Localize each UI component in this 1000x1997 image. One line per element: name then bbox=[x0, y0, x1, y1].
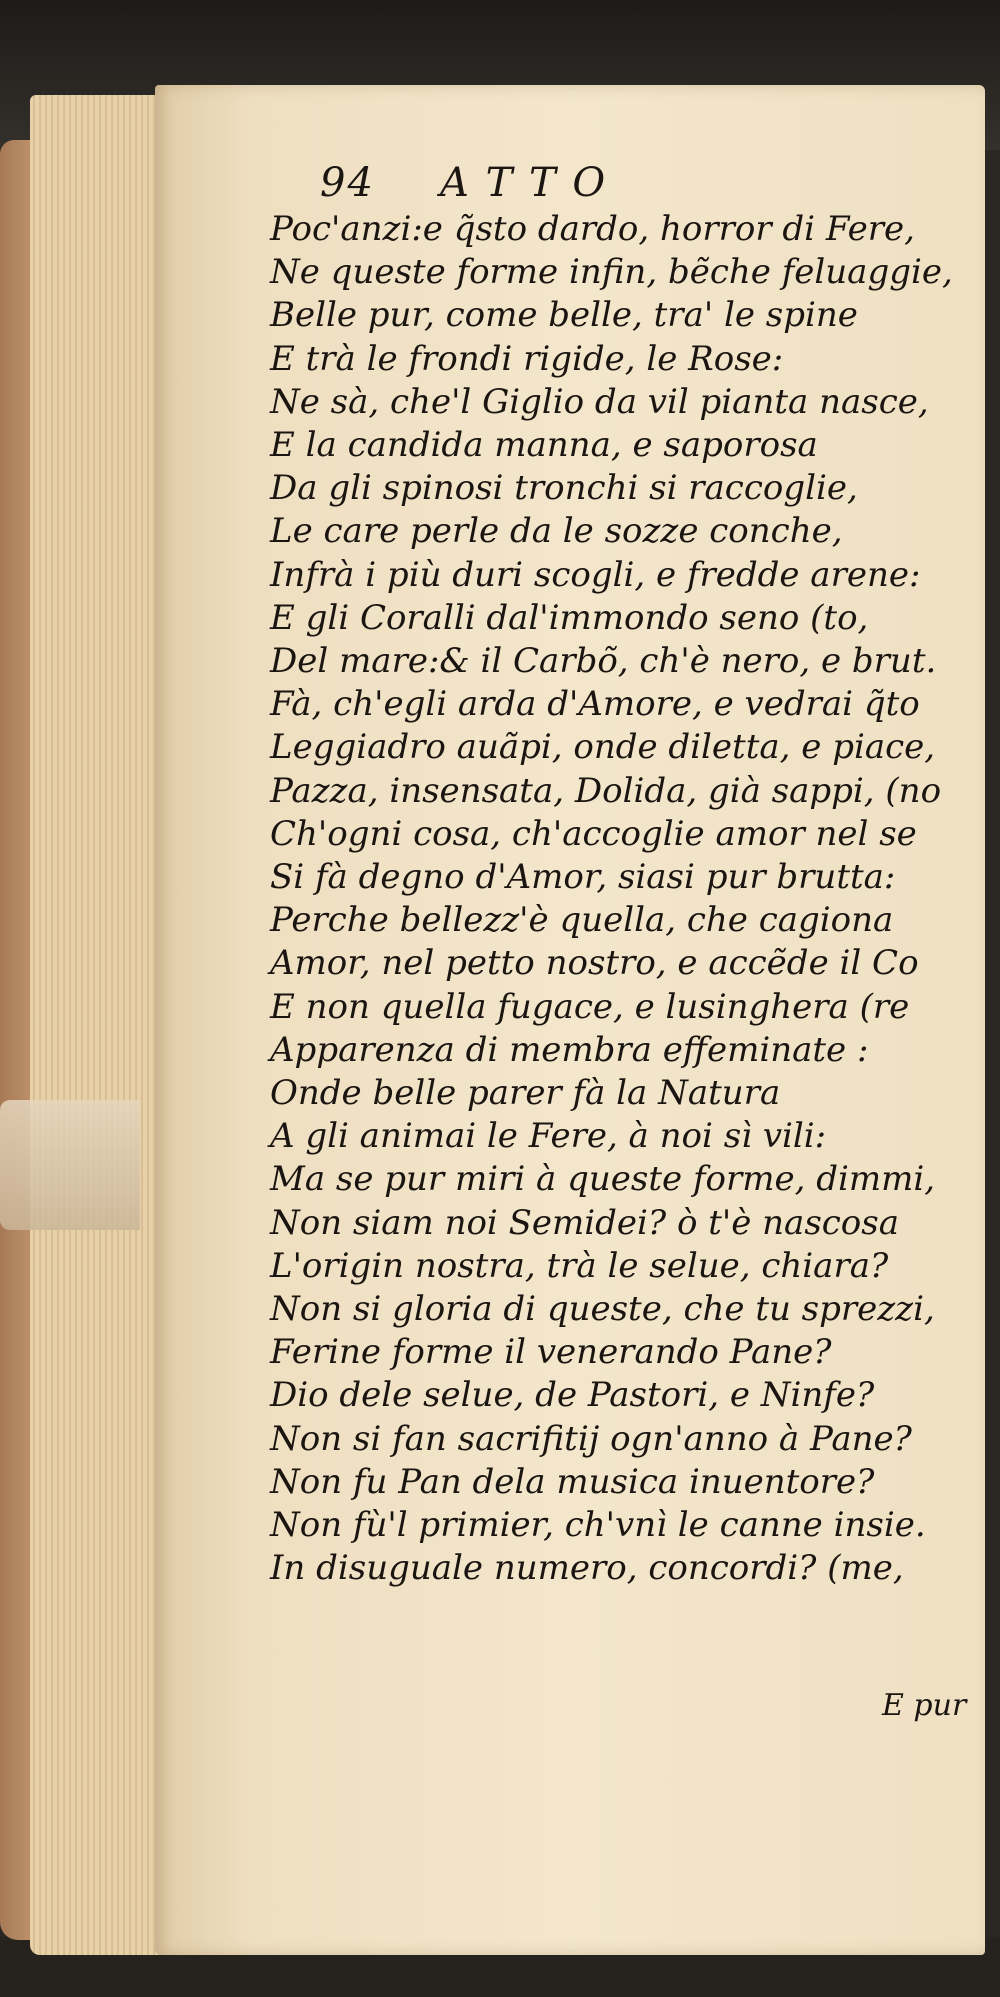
verse-line: Non siam noi Semidei? ò t'è nascosa bbox=[270, 1202, 899, 1243]
verse-line: Le care perle da le sozze conche, bbox=[270, 511, 843, 552]
verse-line: Poc'anzi:e q̃sto dardo, horror di Fere, bbox=[270, 209, 915, 249]
verse-line: Pazza, insensata, Dolida, già sappi, (no bbox=[270, 770, 942, 811]
verse-line: Ferine forme il venerando Pane? bbox=[270, 1332, 832, 1373]
verse-line: Dio dele selue, de Pastori, e Ninfe? bbox=[270, 1375, 875, 1416]
verse-line: Amor, nel petto nostro, e accẽde il Co bbox=[270, 943, 919, 984]
verse-line: Onde belle parer fà la Natura bbox=[270, 1073, 781, 1113]
verse-line: E gli Coralli dal'immondo seno (to, bbox=[270, 597, 869, 638]
book-band bbox=[0, 1100, 140, 1230]
verse-line: Del mare:& il Carbõ, ch'è nero, e brut. bbox=[270, 641, 937, 681]
verse-line: E la candida manna, e saporosa bbox=[270, 425, 818, 465]
verse-line: Infrà i più duri scogli, e fredde arene: bbox=[270, 554, 921, 595]
verse-line: Da gli spinosi tronchi si raccoglie, bbox=[270, 468, 858, 509]
catchword: E pur bbox=[882, 1688, 967, 1723]
verse-line: Non si gloria di queste, che tu sprezzi, bbox=[270, 1289, 935, 1329]
verse-line: Ma se pur miri à queste forme, dimmi, bbox=[270, 1159, 936, 1200]
verse-line: Leggiadro auãpi, onde diletta, e piace, bbox=[270, 727, 936, 768]
verse-line: Belle pur, come belle, tra' le spine bbox=[270, 295, 858, 336]
verse-line: Non fu Pan dela musica inuentore? bbox=[270, 1461, 875, 1502]
verse-line: Non fù'l primier, ch'vnì le canne insie. bbox=[270, 1505, 926, 1545]
verse-line: Ne sà, che'l Giglio da vil pianta nasce, bbox=[270, 381, 929, 422]
verse-line: A gli animai le Fere, à noi sì vili: bbox=[270, 1116, 827, 1157]
verse-line: In disuguale numero, concordi? (me, bbox=[270, 1548, 904, 1589]
verse-line: Si fà degno d'Amor, siasi pur brutta: bbox=[270, 857, 896, 897]
verse-line: Ne queste forme infin, bẽche feluaggie, bbox=[270, 252, 953, 293]
verse-line: Perche bellezz'è quella, che cagiona bbox=[270, 900, 894, 941]
page-number: 94 bbox=[320, 160, 375, 206]
running-title: A T T O bbox=[440, 160, 608, 206]
verse-line: Apparenza di membra effeminate : bbox=[270, 1029, 869, 1070]
verse-line: Non si fan sacrifitij ogn'anno à Pane? bbox=[270, 1418, 912, 1459]
verse-line: L'origin nostra, trà le selue, chiara? bbox=[270, 1245, 889, 1286]
verse-line: Ch'ogni cosa, ch'accoglie amor nel se bbox=[270, 813, 917, 854]
verse-line: E non quella fugace, e lusinghera (re bbox=[270, 986, 910, 1027]
verse-line: E trà le frondi rigide, le Rose: bbox=[270, 338, 784, 379]
verse-line: Fà, ch'egli arda d'Amore, e vedrai q̃to bbox=[270, 684, 920, 725]
